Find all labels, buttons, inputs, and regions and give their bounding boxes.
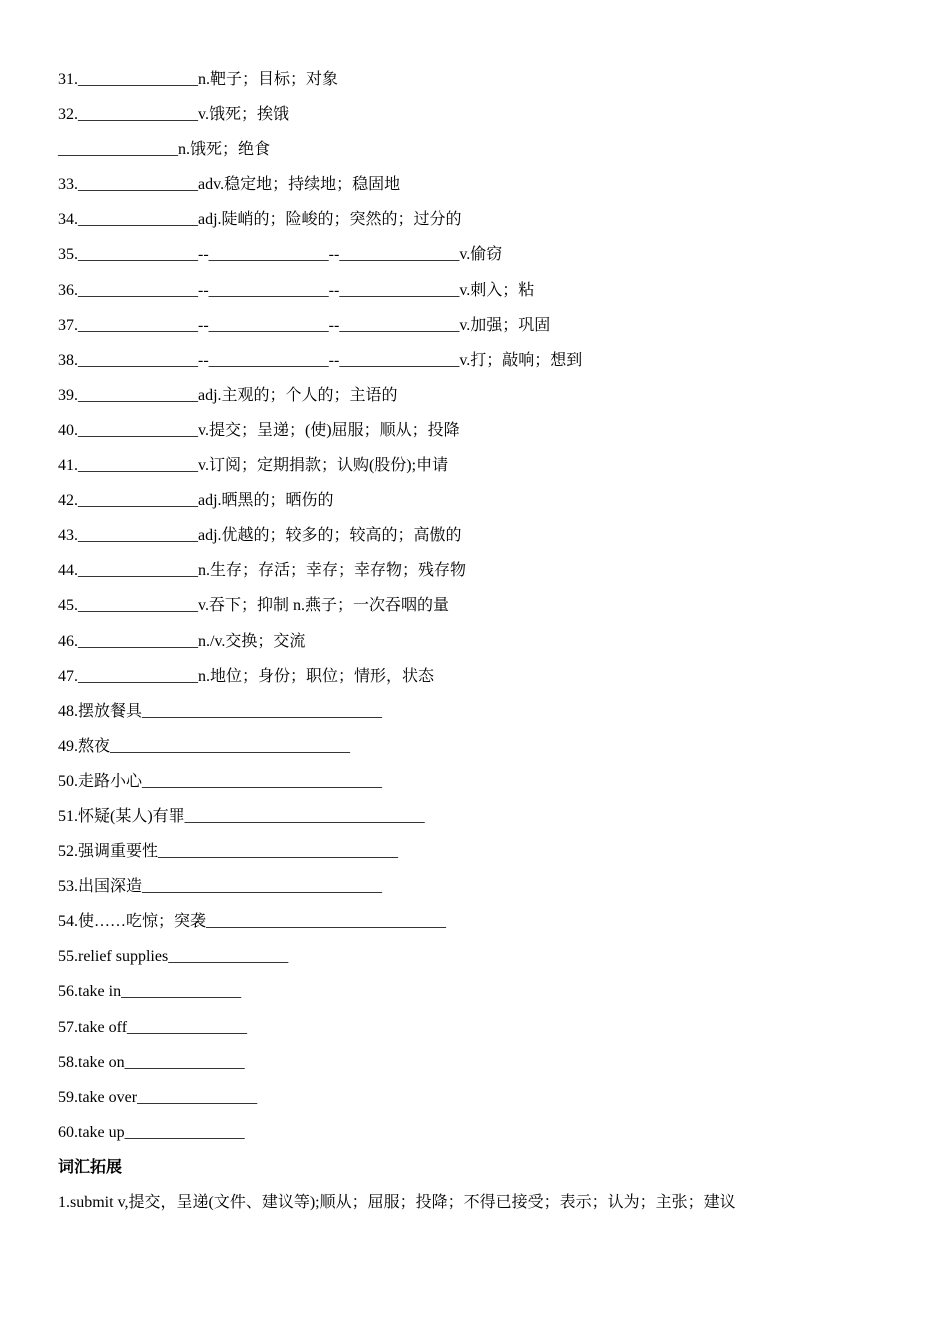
exercise-line-32b: _______________n.饿死；绝食 — [58, 141, 271, 159]
exercise-line-32: 32._______________v.饿死；挨饿 — [58, 106, 289, 124]
exercise-line-41: 41._______________v.订阅；定期捐款；认购(股份);申请 — [58, 457, 449, 475]
exercise-line-47: 47._______________n.地位；身份；职位；情形，状态 — [58, 667, 435, 685]
exercise-line-37: 37._______________--_______________--_______________v.加强；巩固 — [58, 316, 551, 334]
exercise-line-45: 45._______________v.吞下；抑制 n.燕子；一次吞咽的量 — [58, 597, 449, 615]
exercise-line-58: 58.take on_______________ — [58, 1053, 245, 1071]
exercise-line-46: 46._______________n./v.交换；交流 — [58, 632, 306, 650]
exercise-line-60: 60.take up_______________ — [58, 1123, 245, 1141]
exercise-line-33: 33._______________adv.稳定地；持续地；稳固地 — [58, 176, 401, 194]
exercise-line-38: 38._______________--_______________--_______________v.打；敲响；想到 — [58, 351, 583, 369]
exercise-line-31: 31._______________n.靶子；目标；对象 — [58, 71, 339, 88]
exercise-line-52: 52.强调重要性______________________________ — [58, 843, 399, 861]
exercise-line-51: 51.怀疑(某人)有罪______________________________ — [58, 807, 425, 825]
exercise-line-35: 35._______________--_______________--_______________v.偷窃 — [58, 246, 503, 264]
section-heading: 词汇拓展 — [58, 1158, 123, 1176]
exercise-line-36: 36._______________--_______________--_______________v.刺入；粘 — [58, 281, 535, 299]
exercise-line-59: 59.take over_______________ — [58, 1088, 258, 1106]
exercise-line-42: 42._______________adj.晒黑的；晒伤的 — [58, 492, 334, 510]
exercise-line-44: 44._______________n.生存；存活；幸存；幸存物；残存物 — [58, 562, 467, 580]
exercise-line-39: 39._______________adj.主观的；个人的；主语的 — [58, 386, 398, 404]
exercise-line-56: 56.take in_______________ — [58, 983, 242, 1001]
worksheet-page — [58, 62, 918, 1220]
exercise-line-57: 57.take off_______________ — [58, 1018, 248, 1036]
exercise-line-50: 50.走路小心______________________________ — [58, 772, 383, 790]
exercise-line-34: 34._______________adj.陡峭的；险峻的；突然的；过分的 — [58, 211, 462, 229]
exercise-line-40: 40._______________v.提交；呈递；(使)屈服；顺从；投降 — [58, 421, 460, 439]
exercise-line-54: 54.使……吃惊；突袭______________________________ — [58, 913, 447, 931]
expansion-item-1: 1.submit v,提交，呈递(文件、建议等);顺从；屈服；投降；不得已接受；表示；认为；主张；建议 — [58, 1194, 736, 1211]
exercise-line-55: 55.relief supplies_______________ — [58, 948, 289, 966]
exercise-line-49: 49.熬夜______________________________ — [58, 737, 351, 755]
exercise-line-48: 48.摆放餐具______________________________ — [58, 702, 383, 720]
exercise-line-53: 53.出国深造______________________________ — [58, 878, 383, 896]
exercise-line-43: 43._______________adj.优越的；较多的；较高的；高傲的 — [58, 527, 462, 545]
